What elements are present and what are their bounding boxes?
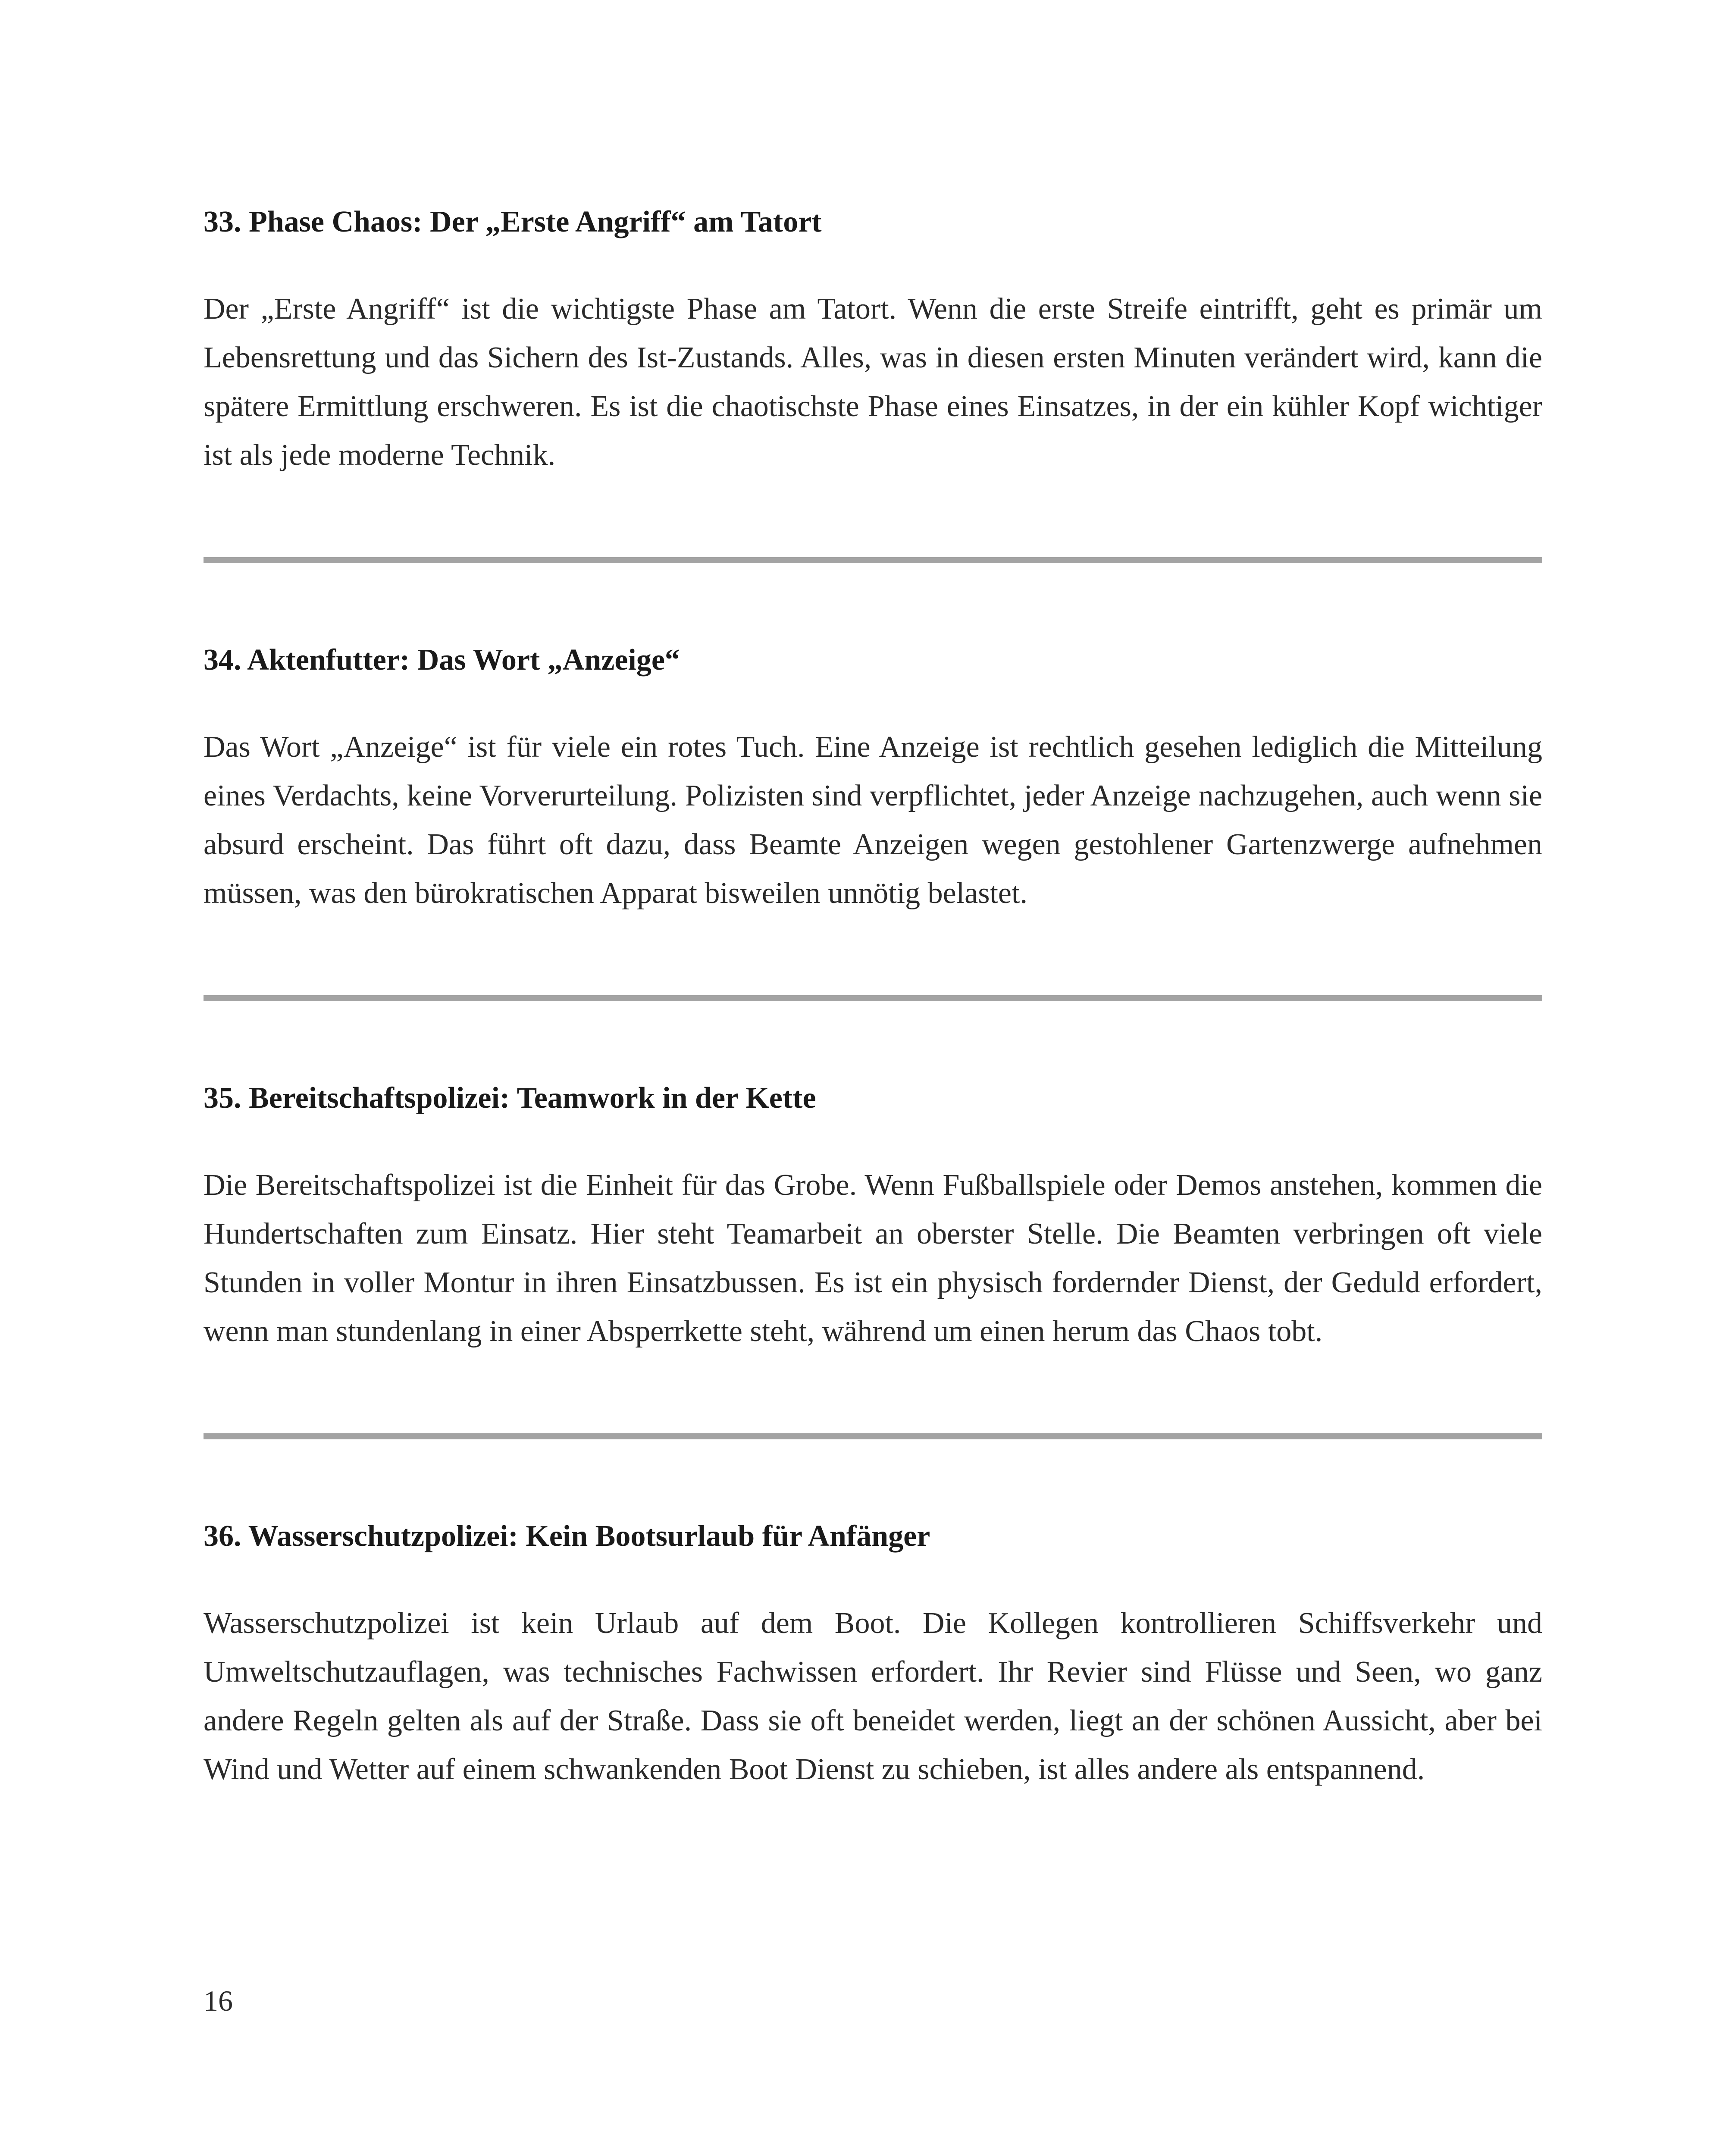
section-35: [204, 1075, 1542, 1356]
section-heading: 35. Bereitschaftspolizei: Teamwork in der Kette: [204, 1081, 816, 1115]
section-paragraph: Der „Erste Angriff“ ist die wichtigste Phase am Tatort. Wenn die erste Streife eintrifft, geht es primär um Lebensrettung und das Sichern des Ist-Zustands. Alles, was in diesen ersten Minuten verändert wird, kann die spätere Ermittlung erschweren. Es ist die chaotischste Phase eines Einsatzes, in der ein kühler Kopf wichtiger ist als jede moderne Technik.: [204, 292, 1542, 472]
page-number: 16: [204, 1984, 233, 2017]
section-paragraph: Wasserschutzpolizei ist kein Urlaub auf dem Boot. Die Kollegen kontrollieren Schiffsverkehr und Umweltschutzauflagen, was technisches Fachwissen erfordert. Ihr Revier sind Flüsse und Seen, wo ganz andere Regeln gelten als auf der Straße. Dass sie oft beneidet werden, liegt an der schönen Aussicht, aber bei Wind und Wetter auf einem schwankenden Boot Dienst zu schieben, ist alles andere als entspannend.: [204, 1607, 1542, 1786]
section-33: [204, 198, 1542, 479]
section-paragraph: Die Bereitschaftspolizei ist die Einheit für das Grobe. Wenn Fußballspiele oder Demos anstehen, kommen die Hundertschaften zum Einsatz. Hier steht Teamarbeit an oberster Stelle. Die Beamten verbringen oft viele Stunden in voller Montur in ihren Einsatzbussen. Es ist ein physisch fordernder Dienst, der Geduld erfordert, wenn man stundenlang in einer Absperrkette steht, während um einen herum das Chaos tobt.: [204, 1169, 1542, 1348]
section-36: [204, 1513, 1542, 1794]
section-divider: [204, 557, 1542, 563]
section-heading: 34. Aktenfutter: Das Wort „Anzeige“: [204, 643, 680, 677]
section-34: [204, 636, 1542, 918]
section-heading: 36. Wasserschutzpolizei: Kein Bootsurlaub für Anfänger: [204, 1520, 930, 1553]
section-divider: [204, 1433, 1542, 1439]
page-content: [204, 198, 1542, 1794]
section-divider: [204, 995, 1542, 1001]
section-paragraph: Das Wort „Anzeige“ ist für viele ein rotes Tuch. Eine Anzeige ist rechtlich gesehen lediglich die Mitteilung eines Verdachts, keine Vorverurteilung. Polizisten sind verpflichtet, jeder Anzeige nachzugehen, auch wenn sie absurd erscheint. Das führt oft dazu, dass Beamte Anzeigen wegen gestohlener Gartenzwerge aufnehmen müssen, was den bürokratischen Apparat bisweilen unnötig belastet.: [204, 730, 1542, 910]
section-heading: 33. Phase Chaos: Der „Erste Angriff“ am Tatort: [204, 205, 822, 238]
